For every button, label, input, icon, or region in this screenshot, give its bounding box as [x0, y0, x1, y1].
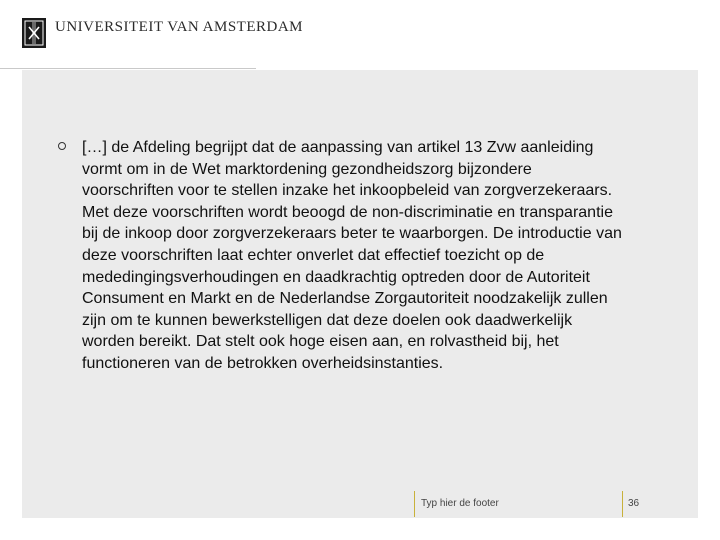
uva-crest-icon — [22, 18, 46, 48]
page-number: 36 — [628, 498, 640, 509]
footer-divider — [414, 491, 415, 517]
bullet-text: […] de Afdeling begrijpt dat de aanpassing van artikel 13 Zvw aanleiding vormt om in de Wet marktordening gezondheidszorg bijzondere voorschriften voor te stellen inzake het inkoopbeleid van zorgverzekeraars. Met deze voorschriften wordt beoogd de non-discriminatie en transparantie bij de inkoop door zorgverzekeraars beter te waarborgen. De introductie van deze voorschriften laat echter onverlet dat effectief toezicht op de mededingingsverhoudingen en daadkrachtig optreden door de Autoriteit Consument en Markt en de Nederlandse Zorgautoriteit noodzakelijk zullen zijn om te kunnen bewerkstelligen dat deze doelen ook daadwerkelijk worden bereikt. Dat stelt ook hoge eisen aan, en rolvastheid bij, het functioneren van de betrokken overheidsinstanties. — [82, 139, 622, 372]
page-number-divider — [622, 491, 623, 517]
footer-text[interactable]: Typ hier de footer — [421, 498, 499, 509]
bullet-circle-icon — [58, 142, 66, 150]
header — [0, 0, 720, 70]
university-name: UNIVERSITEIT VAN AMSTERDAM — [55, 19, 304, 35]
header-divider — [0, 68, 256, 69]
